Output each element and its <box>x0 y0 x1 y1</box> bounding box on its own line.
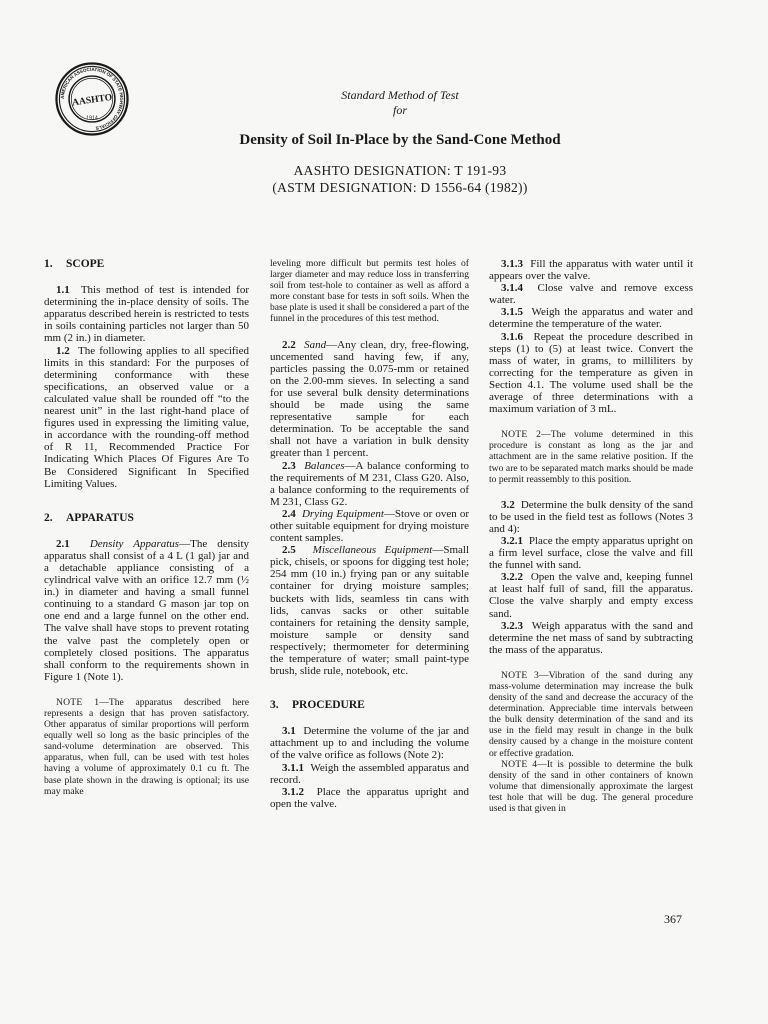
note-3: NOTE 3—Vibration of the sand during any mass-volume determination may increase the bulk density of the sand and decrease the accuracy of the determination. Appreciable time intervals between the bulk density determination of the sand and its use in the field may result in change in the bulk density caused by a change in the moisture content or effective gradation. <box>489 669 693 759</box>
column-3 <box>489 258 693 814</box>
seal-year: 1914 <box>86 115 98 122</box>
standard-line-2: for <box>392 103 407 117</box>
paragraph-3-2: 3.2 Determine the bulk density of the sand to be used in the field test as follows (Notes 3 and 4): <box>489 498 693 535</box>
paragraph-2-3: 2.3 Balances—A balance conforming to the requirements of M 231, Class G20. Also, a balance conforming to the requirements of M 231, Class G2. <box>270 459 469 508</box>
paragraph-3-1-4: 3.1.4 Close valve and remove excess water. <box>489 282 693 307</box>
paragraph-3-1-2: 3.1.2 Place the apparatus upright and open the valve. <box>270 785 469 810</box>
section-procedure-heading: 3. PROCEDURE <box>270 699 365 712</box>
paragraph-3-2-1: 3.2.1 Place the empty apparatus upright on a firm level surface, close the valve and fill the funnel with sand. <box>489 534 693 572</box>
note-4: NOTE 4—It is possible to determine the bulk density of the sand in other containers of known volume that dimensionally approximate the largest test hole that will be dug. The general procedure used is that given in <box>489 758 693 815</box>
column-2 <box>270 258 469 810</box>
note-1-continued: leveling more difficult but permits test holes of larger diameter and may reduce loss in transferring soil from test-hole to container as well as afford a more constant base for tests in soft soils. When the base plate is used it shall be considered a part of the funnel in the procedures of this test method. <box>270 258 470 325</box>
note-2: NOTE 2—The volume determined in this procedure is constant as long as the jar and attachment are in the same relative position. If the two are to be separated match marks should be made to permit reassembly to this position. <box>489 429 693 485</box>
page-number: 367 <box>664 912 682 926</box>
standard-line-1: Standard Method of Test <box>341 88 459 102</box>
paragraph-3-1-3: 3.1.3 Fill the apparatus with water until it appears over the valve. <box>489 258 693 283</box>
paragraph-3-1-1: 3.1.1 Weigh the assembled apparatus and record. <box>270 761 469 786</box>
paragraph-2-4: 2.4 Drying Equipment—Stove or oven or other suitable equipment for drying moisture content samples. <box>270 507 469 545</box>
paragraph-3-2-2: 3.2.2 Open the valve and, keeping funnel at least half full of sand, fill the apparatus. Close the valve sharply and empty excess sand. <box>489 571 694 620</box>
standard-method-heading <box>150 88 650 118</box>
paragraph-3-1-5: 3.1.5 Weigh the apparatus and water and determine the temperature of the water. <box>489 306 694 331</box>
document-title: Density of Soil In-Place by the Sand-Cone Method <box>239 132 561 148</box>
seal-center-text: AASHTO <box>71 91 113 109</box>
paragraph-2-5: 2.5 Miscellaneous Equipment—Small pick, chisels, or spoons for digging test hole; 254 mm (10 in.) frying pan or any suitable container for drying moisture samples; buckets with lids, seamless tin cans with lids, canvas sacks or other suitable containers for retaining the density sample, moisture sample or density sand respectively; thermometer for determining the temperature of water; small paint-type brush, slide rule, notebook, etc. <box>270 544 469 678</box>
seal-ring-text: AMERICAN ASSOCIATION OF STATE HIGHWAY OFFICIALS <box>59 66 125 131</box>
aashto-designation: AASHTO DESIGNATION: T 191-93 <box>293 163 507 178</box>
section-apparatus-heading: 2. APPARATUS <box>44 511 134 524</box>
paragraph-3-2-3: 3.2.3 Weigh apparatus with the sand and determine the net mass of sand by subtracting the mass of the apparatus. <box>489 619 693 656</box>
paragraph-3-1: 3.1 Determine the volume of the jar and attachment up to and including the volume of the valve orifice as follows (Note 2): <box>270 725 469 762</box>
paragraph-2-2: 2.2 Sand—Any clean, dry, free-flowing, uncemented sand having few, if any, particles passing the 0.075-mm or retained on the 2.00-mm sieves. In selecting a sand for use several bulk density determinations should be made using the same representative sample for each determination. To be acceptable the sand shall not have a variation in bulk density greater than 1 percent. <box>270 338 469 460</box>
section-scope-heading: 1. SCOPE <box>44 258 105 270</box>
paragraph-1-1: 1.1 This method of test is intended for determining the in-place density of soils. The apparatus described herein is restricted to tests in soils containing particles not larger than 50 mm (2 in.) in diameter. <box>44 284 250 345</box>
paragraph-3-1-6: 3.1.6 Repeat the procedure described in steps (1) to (5) at least twice. Convert the mass of water, in grams, to milliliters by correcting for the temperature as given in Section 4.1. The volume used shall be the average of three determinations with a maximum variation of 3 mL. <box>489 330 694 416</box>
column-1 <box>44 258 249 797</box>
paragraph-1-2: 1.2 The following applies to all specified limits in this standard: For the purposes of determining conformance with these specifications, an observed value or a calculated value shall be rounded off “to the nearest unit” in the last right-hand place of figures used in expressing the limiting value, in accordance with the rounding-off method of R 11, Recommended Practice For Indicating Which Places Of Figures Are To Be Considered Significant In Specified Limiting Values. <box>44 344 250 490</box>
aashto-seal-logo <box>55 62 129 136</box>
note-1: NOTE 1—The apparatus described here represents a design that has proven satisfactory. Other apparatus of similar proportions will perform equally well so long as the basic principles of the sand-volume determination are observed. This apparatus, when full, can be used with test holes having a volume of approximately 0.1 cu ft. The base plate shown in the drawing is optional; its use may make <box>44 696 249 797</box>
designation-block <box>150 162 650 196</box>
astm-designation: (ASTM DESIGNATION: D 1556-64 (1982)) <box>272 180 528 195</box>
paragraph-2-1: 2.1 Density Apparatus—The density apparatus shall consist of a 4 L (1 gal) jar and a detachable appliance consisting of a cylindrical valve with an orifice 12.7 mm (½ in.) in diameter and having a small funnel continuing to a standard G mason jar top on one end and a large funnel on the other end. The valve shall have stops to prevent rotating the valve past the completely open or completely closed positions. The apparatus shall conform to the requirements shown in Figure 1 (Note 1). <box>44 537 249 683</box>
